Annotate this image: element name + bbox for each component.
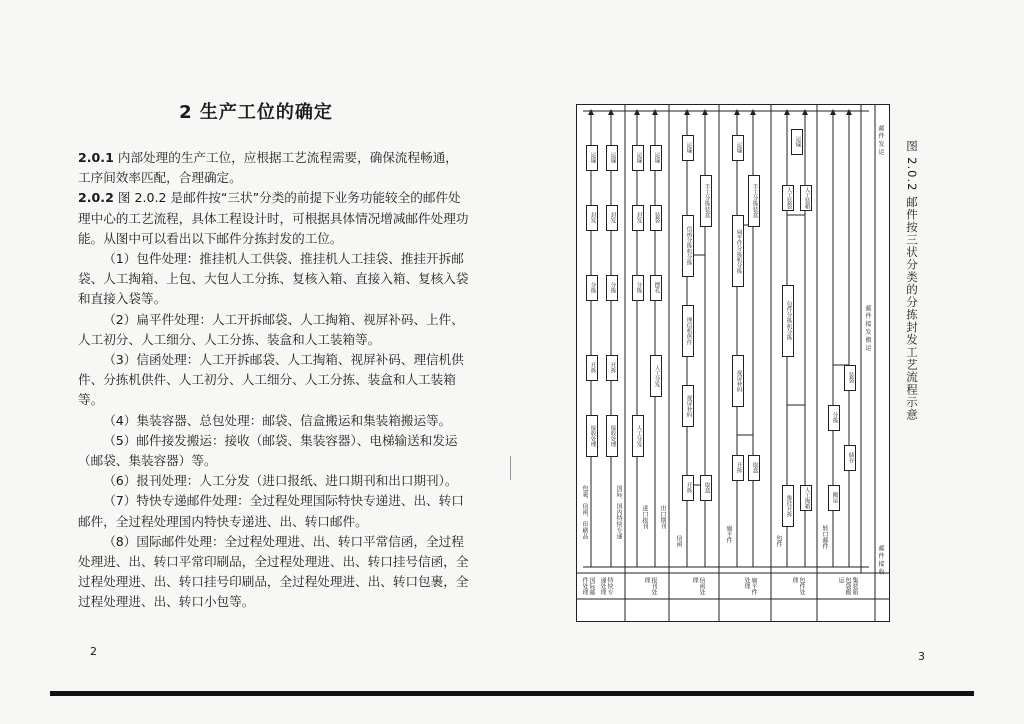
clause-text: 图 2.0.2 是邮件按“三状”分类的前提下业务功能较全的邮件处理中心的工艺流程，具体工程设计时，可根据具体情况增减邮件处理功能。从图中可以看出以下邮件分拣封发的工位。 [78,190,469,246]
flow-label: 国际、国内特快专递 [615,485,622,539]
list-item: （4）集装容器、总包处理：邮袋、信盒搬运和集装箱搬运等。 [103,412,452,428]
process-box: 分拣 [586,275,598,301]
list-item: （8）国际邮件处理：全过程处理进、出、转口平常信函，全过程处理进、出、转口平常印刷品，全过程处理进、出、转口挂号信函，全过程处理进、出、转口挂号印刷品，全过程处理进、出、转口包裹，全过程处理进、出、转口小包等。 [78,533,469,610]
paragraph-2-0-1 [78,148,470,188]
process-box: 储存 [844,445,856,471]
row-label: 特快专递处理 [599,577,613,595]
center-mark [510,456,511,480]
process-box: 分拣 [606,275,618,301]
process-box: 开拆 [606,355,618,381]
process-box: 运输 [732,135,744,161]
list-item: （5）邮件接发搬运：接收（邮袋、集装容器）、电梯输送和发运（邮袋、集装容器）等。 [78,432,458,469]
process-box: 人工装箱 [800,185,812,211]
row-label: 包件处理 [791,577,805,595]
process-box: 封发 [632,205,644,231]
process-box: 搬运 [828,485,840,511]
list-item: （2）扁平件处理：人工开拆邮袋、人工掏箱、视屏补码、上件、人工初分、人工细分、人工分拣、装盒和人工装箱等。 [78,311,464,347]
process-box: 人工分发 [632,415,644,457]
flow-label: 信函 [675,535,682,547]
process-box: 人工掏箱 [800,485,812,511]
process-box: 接收处理 [586,415,598,457]
transfer-label: 邮 件 接 发 搬 运 [864,305,871,351]
process-box: 包件分拣机分拣 [782,285,794,357]
clause-text: 内部处理的生产工位，应根据工艺流程需要，确保流程畅通，工序间效率匹配，合理确定。 [78,150,458,186]
process-box: 开拆 [586,355,598,381]
process-box: 开拆 [682,475,694,501]
process-box: 开拆 [732,455,744,481]
paragraph-2-0-2 [78,188,470,249]
process-box: 分拣 [632,275,644,301]
list-item: （7）特快专递邮件处理：全过程处理国际特快专递进、出、转口邮件，全过程处理国内特快专递进、出、转口邮件。 [78,493,464,529]
flow-label: 包裹、信函、印刷品 [581,485,588,539]
process-box: 扁平件分拣机分拣 [732,215,744,287]
row-label: 报刊处理 [643,577,657,595]
list-item: （1）包件处理：推挂机人工供袋、推挂机人工挂袋、推挂开拆邮袋、人工掏箱、上包、大包人工分拣、复核入箱、直接入箱、复核入袋和直接入袋等。 [78,251,469,307]
process-box: 手工分拣装盒 [748,175,760,227]
section-title: 2 生产工位的确定 [179,102,333,123]
process-box: 接收处理 [606,415,618,457]
process-box: 运输 [632,145,644,171]
row-label: 集装箱包袋搬运 [837,577,858,595]
process-box: 装袋 [844,365,856,391]
process-box: 运输 [791,129,803,155]
flow-label: 包件 [775,535,782,547]
process-box: 取盒 [700,475,712,501]
process-box: 推挂开拆 [782,485,794,527]
process-box: 分拣 [828,405,840,431]
process-box: 取盒 [748,455,760,481]
receive-label: 邮 件 接 收 [877,545,884,575]
process-box: 运输 [606,145,618,171]
clause-number: 2.0.2 [78,190,114,206]
process-box: 视屏补码 [682,385,694,427]
process-box: 装袋 [650,205,662,231]
flow-label: 进口报刊 [641,505,648,529]
row-label: 信函处理 [691,577,705,595]
clause-number: 2.0.1 [78,150,114,165]
process-box: 摆孔 [650,275,662,301]
process-box: 信函分拣机分拣 [682,215,694,277]
process-box: 运输 [682,135,694,161]
process-box: 封发 [606,205,618,231]
page-number-left: 2 [90,645,97,658]
process-box: 人工装袋 [782,185,794,211]
list-item: （6）报刊处理：人工分发（进口报纸、进口期刊和出口期刊）。 [103,473,458,489]
flow-label: 扁平件 [725,525,732,543]
process-box: 封发 [586,205,598,231]
process-box: 视屏补码 [732,355,744,407]
flow-diagram [576,104,890,622]
row-label: 扁平件处理 [743,577,757,595]
process-box: 运输 [650,145,662,171]
process-box: 人工分发 [650,355,662,397]
bottom-rule [50,691,974,696]
process-box: 理信机供件 [682,305,694,357]
list-item: （3）信函处理：人工开拆邮袋、人工掏箱、视屏补码、理信机供件、分拣机供件、人工初分、人工细分、人工分拣、装盒和人工装箱等。 [78,352,464,408]
page-number-right: 3 [918,650,925,663]
flow-label: 转口邮件 [821,525,828,549]
dispatch-label: 邮 件 发 运 [877,125,884,155]
section-body [78,148,470,613]
flow-label: 出口期刊 [659,505,666,529]
figure-caption: 图 2.0.2 邮件按三状分类的分拣封发工艺流程示意 [905,140,919,422]
process-box: 运输 [586,145,598,171]
row-label: 国际邮件处理 [581,577,595,595]
process-box: 手工分拣装盒 [700,175,712,227]
